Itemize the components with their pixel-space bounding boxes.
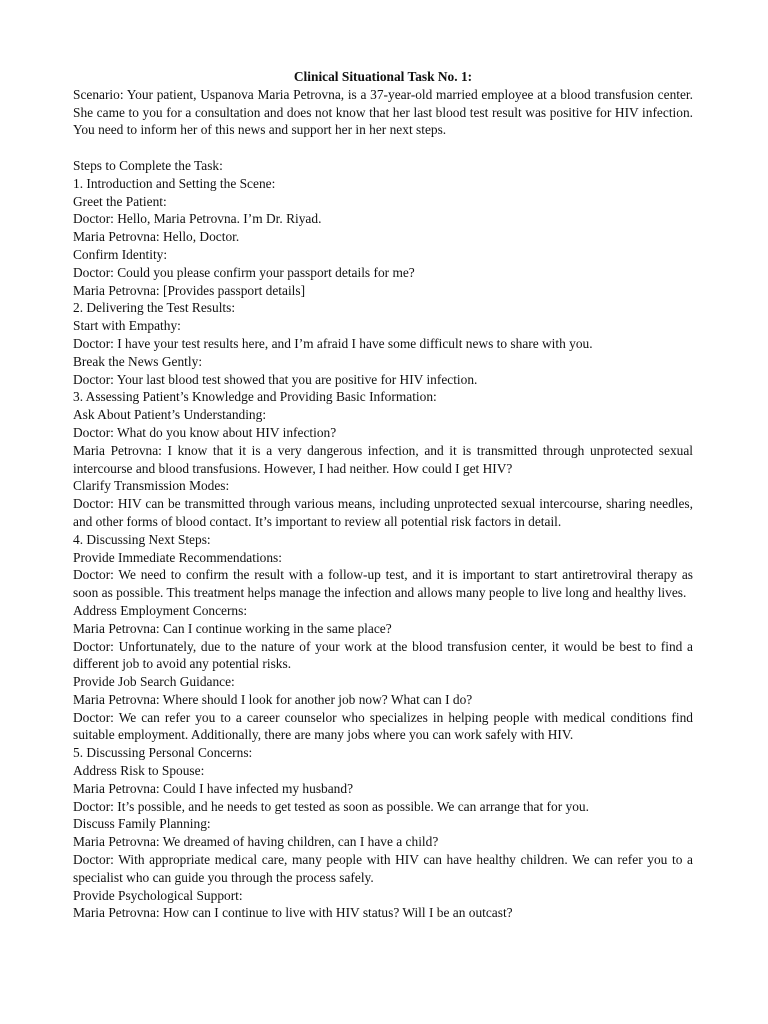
dialogue-line: Doctor: What do you know about HIV infection? xyxy=(73,424,337,440)
dialogue-line: Maria Petrovna: Hello, Doctor. xyxy=(73,229,240,245)
dialogue-line: Doctor: I have your test results here, and I’m afraid I have some difficult news to share with you. xyxy=(73,335,593,351)
subheading-start-with-empathy: Start with Empathy: xyxy=(73,318,181,334)
section-heading-introduction: 1. Introduction and Setting the Scene: xyxy=(73,175,276,191)
dialogue-line: Doctor: Your last blood test showed that you are positive for HIV infection. xyxy=(73,371,478,387)
steps-heading: Steps to Complete the Task: xyxy=(73,157,223,173)
dialogue-paragraph: Doctor: Unfortunately, due to the nature of your work at the blood transfusion center, it would be best to find a different job to avoid any potential risks. xyxy=(73,638,693,672)
subheading-immediate-recommendations: Provide Immediate Recommendations: xyxy=(73,549,282,565)
subheading-confirm-identity: Confirm Identity: xyxy=(73,246,168,262)
dialogue-line: Maria Petrovna: We dreamed of having children, can I have a child? xyxy=(73,834,439,850)
dialogue-paragraph: Doctor: HIV can be transmitted through various means, including unprotected sexual intercourse, sharing needles, and other forms of blood contact. It’s important to review all potential risk factors in detail. xyxy=(73,496,693,529)
dialogue-line: Doctor: Hello, Maria Petrovna. I’m Dr. Riyad. xyxy=(73,211,322,227)
subheading-employment-concerns: Address Employment Concerns: xyxy=(73,602,248,618)
section-heading-assessing-knowledge: 3. Assessing Patient’s Knowledge and Providing Basic Information: xyxy=(73,389,437,405)
dialogue-line: Maria Petrovna: Could I have infected my husband? xyxy=(73,780,354,796)
dialogue-line: Doctor: It’s possible, and he needs to get tested as soon as possible. We can arrange that for you. xyxy=(73,798,589,814)
section-heading-personal-concerns: 5. Discussing Personal Concerns: xyxy=(73,745,253,761)
dialogue-line: Maria Petrovna: How can I continue to live with HIV status? Will I be an outcast? xyxy=(73,905,513,921)
subheading-greet-patient: Greet the Patient: xyxy=(73,193,167,209)
dialogue-line: Maria Petrovna: Where should I look for another job now? What can I do? xyxy=(73,691,473,707)
dialogue-paragraph: Doctor: We can refer you to a career counselor who specializes in helping people with medical conditions find suitable employment. Additionally, there are many jobs where you can work safely with HIV. xyxy=(73,709,693,743)
dialogue-paragraph: Doctor: We need to confirm the result with a follow-up test, and it is important to start antiretroviral therapy as soon as possible. This treatment helps manage the infection and allows many people to live long and healthy lives. xyxy=(73,567,693,601)
blank-line xyxy=(73,139,693,157)
subheading-psychological-support: Provide Psychological Support: xyxy=(73,887,243,903)
subheading-transmission-modes: Clarify Transmission Modes: xyxy=(73,478,230,494)
subheading-family-planning: Discuss Family Planning: xyxy=(73,816,211,832)
subheading-patient-understanding: Ask About Patient’s Understanding: xyxy=(73,407,267,423)
dialogue-paragraph: Maria Petrovna: I know that it is a very dangerous infection, and it is transmitted through unprotected sexual intercourse and blood transfusions. However, I had neither. How could I get HIV? xyxy=(73,442,693,476)
document-title: Clinical Situational Task No. 1: xyxy=(293,69,473,84)
document-page xyxy=(73,68,693,922)
subheading-break-news: Break the News Gently: xyxy=(73,353,203,369)
scenario-paragraph: Scenario: Your patient, Uspanova Maria Petrovna, is a 37-year-old married employee at a blood transfusion center. She came to you for a consultation and does not know that her last blood test result was positive for HIV infection. You need to inform her of this news and support her in her next steps. xyxy=(73,86,693,138)
dialogue-line: Maria Petrovna: [Provides passport details] xyxy=(73,282,306,298)
subheading-risk-to-spouse: Address Risk to Spouse: xyxy=(73,763,205,779)
dialogue-line: Maria Petrovna: Can I continue working in the same place? xyxy=(73,620,392,636)
dialogue-line: Doctor: Could you please confirm your passport details for me? xyxy=(73,264,415,280)
subheading-job-search-guidance: Provide Job Search Guidance: xyxy=(73,674,235,690)
section-heading-next-steps: 4. Discussing Next Steps: xyxy=(73,531,211,547)
dialogue-paragraph: Doctor: With appropriate medical care, many people with HIV can have healthy children. We can refer you to a specialist who can guide you through the process safely. xyxy=(73,852,693,885)
section-heading-delivering-results: 2. Delivering the Test Results: xyxy=(73,300,236,316)
